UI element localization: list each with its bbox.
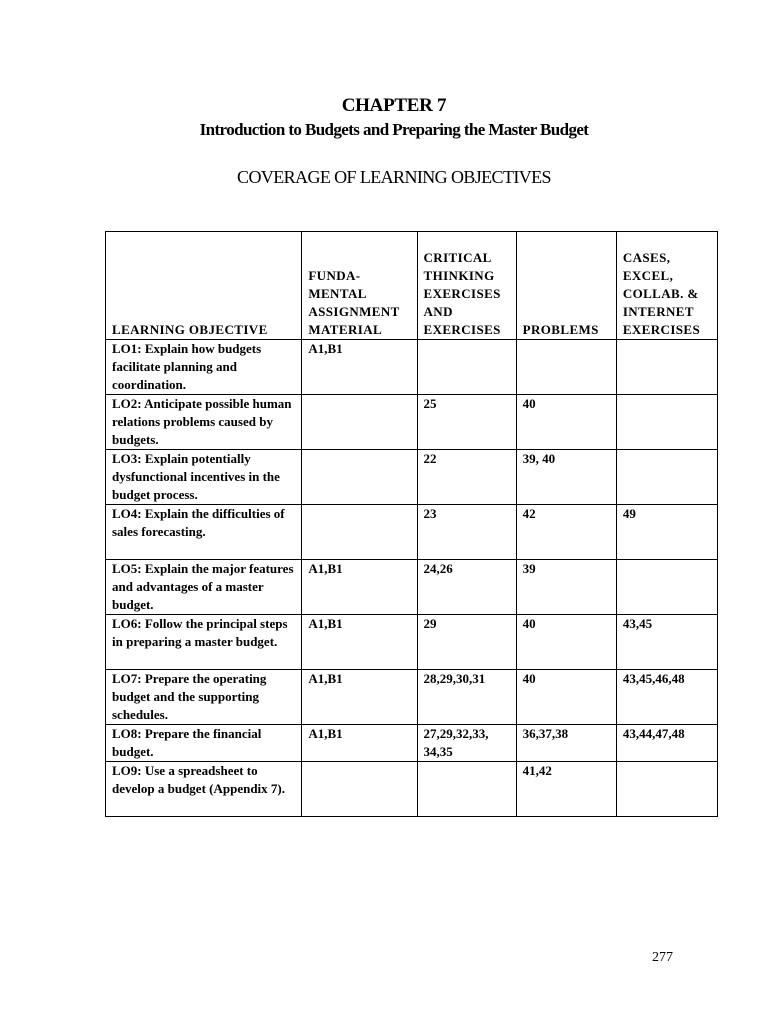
fundamental-cell: A1,B1 (302, 725, 417, 762)
header-learning-objective: LEARNING OBJECTIVE (106, 232, 302, 340)
objective-cell: LO7: Prepare the operating budget and the supporting schedules. (106, 670, 302, 725)
fundamental-cell (302, 762, 417, 817)
header-fundamental-material: FUNDA- MENTAL ASSIGNMENT MATERIAL (302, 232, 417, 340)
objective-cell: LO6: Follow the principal steps in preparing a master budget. (106, 615, 302, 670)
table-row (106, 395, 718, 450)
cases-cell: 43,44,47,48 (616, 725, 717, 762)
critical-thinking-cell: 29 (417, 615, 516, 670)
cases-cell: 49 (616, 505, 717, 560)
cases-cell: 43,45,46,48 (616, 670, 717, 725)
critical-thinking-cell: 27,29,32,33, 34,35 (417, 725, 516, 762)
table-row (106, 725, 718, 762)
fundamental-cell: A1,B1 (302, 615, 417, 670)
problems-cell: 40 (516, 395, 616, 450)
critical-thinking-cell: 23 (417, 505, 516, 560)
fundamental-cell (302, 450, 417, 505)
table-row (106, 762, 718, 817)
objective-cell: LO4: Explain the difficulties of sales forecasting. (106, 505, 302, 560)
problems-cell: 39, 40 (516, 450, 616, 505)
table-header-row (106, 232, 718, 340)
table-row (106, 340, 718, 395)
cases-cell (616, 762, 717, 817)
objective-cell: LO8: Prepare the financial budget. (106, 725, 302, 762)
header-cases: CASES, EXCEL, COLLAB. & INTERNET EXERCISES (616, 232, 717, 340)
cases-cell: 43,45 (616, 615, 717, 670)
problems-cell: 40 (516, 670, 616, 725)
fundamental-cell: A1,B1 (302, 340, 417, 395)
cases-cell (616, 340, 717, 395)
fundamental-cell: A1,B1 (302, 670, 417, 725)
table-body (106, 340, 718, 817)
page-number: 277 (652, 950, 673, 965)
critical-thinking-cell: 24,26 (417, 560, 516, 615)
table-row (106, 505, 718, 560)
critical-thinking-cell: 25 (417, 395, 516, 450)
learning-objectives-table (105, 231, 718, 817)
fundamental-cell (302, 505, 417, 560)
problems-cell: 39 (516, 560, 616, 615)
cases-cell (616, 450, 717, 505)
problems-cell: 42 (516, 505, 616, 560)
fundamental-cell: A1,B1 (302, 560, 417, 615)
fundamental-cell (302, 395, 417, 450)
critical-thinking-cell (417, 762, 516, 817)
cases-cell (616, 560, 717, 615)
section-title: COVERAGE OF LEARNING OBJECTIVES (237, 167, 551, 187)
table-row (106, 450, 718, 505)
table-row (106, 560, 718, 615)
cases-cell (616, 395, 717, 450)
objective-cell: LO5: Explain the major features and advantages of a master budget. (106, 560, 302, 615)
problems-cell: 36,37,38 (516, 725, 616, 762)
table-row (106, 670, 718, 725)
problems-cell: 40 (516, 615, 616, 670)
header-problems: PROBLEMS (516, 232, 616, 340)
critical-thinking-cell: 28,29,30,31 (417, 670, 516, 725)
critical-thinking-cell (417, 340, 516, 395)
problems-cell (516, 340, 616, 395)
table-row (106, 615, 718, 670)
objective-cell: LO2: Anticipate possible human relations problems caused by budgets. (106, 395, 302, 450)
problems-cell: 41,42 (516, 762, 616, 817)
chapter-heading: CHAPTER 7 (341, 95, 447, 116)
objective-cell: LO9: Use a spreadsheet to develop a budget (Appendix 7). (106, 762, 302, 817)
objective-cell: LO3: Explain potentially dysfunctional incentives in the budget process. (106, 450, 302, 505)
header-critical-thinking: CRITICAL THINKING EXERCISES AND EXERCISES (417, 232, 516, 340)
chapter-title: Introduction to Budgets and Preparing the Master Budget (199, 120, 589, 139)
critical-thinking-cell: 22 (417, 450, 516, 505)
objective-cell: LO1: Explain how budgets facilitate planning and coordination. (106, 340, 302, 395)
